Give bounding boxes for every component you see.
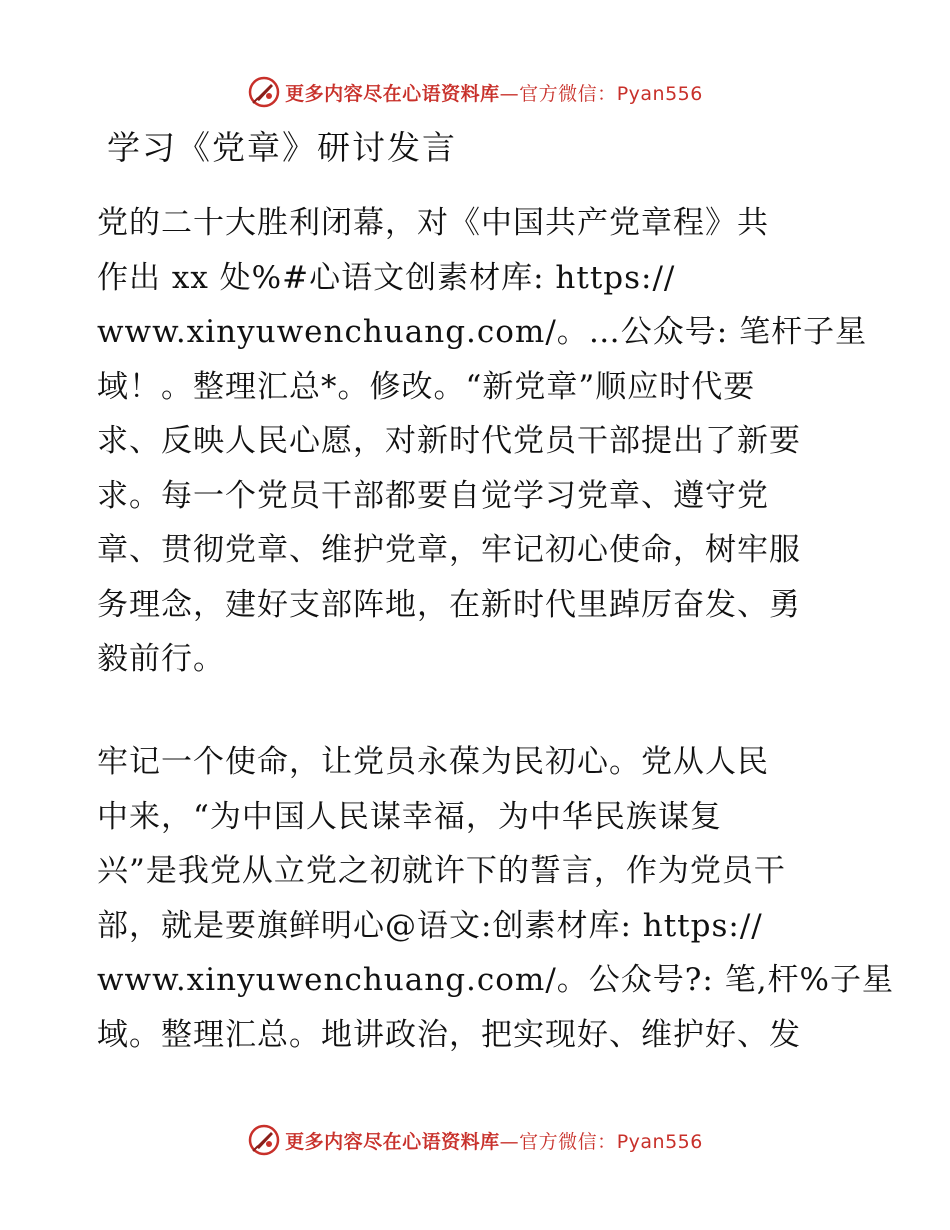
- footer-banner-main: 更多内容尽在心语资料库: [285, 1130, 500, 1153]
- paragraph-2: [97, 735, 894, 1062]
- footer-banner-wechat-id: Pyan556: [616, 1130, 703, 1153]
- footer-banner: [0, 1120, 950, 1160]
- quill-logo-icon: [247, 75, 281, 109]
- paragraph-1: [97, 196, 868, 687]
- paragraph-line: 章、贯彻党章、维护党章，牢记初心使命，树牢服: [97, 532, 801, 568]
- footer-banner-dash: —: [499, 1130, 520, 1153]
- document-title: 学习《党章》研讨发言: [107, 128, 457, 167]
- paragraph-line: 兴”是我党从立党之初就许下的誓言，作为党员干: [97, 853, 786, 889]
- paragraph-line: www.xinyuwenchuang.com/。…公众号: 笔杆子星: [97, 314, 868, 350]
- header-banner-wechat-id: Pyan556: [616, 82, 703, 105]
- paragraph-line: 部，就是要旗鲜明心@语文:创素材库: https://: [97, 907, 763, 944]
- paragraph-line: 作出 xx 处%#心语文创素材库: https://: [97, 259, 676, 296]
- footer-banner-wechat-label: 官方微信：: [519, 1130, 617, 1153]
- paragraph-line: www.xinyuwenchuang.com/。公众号?: 笔,杆%子星: [97, 962, 894, 998]
- footer-banner-text: [285, 1127, 703, 1154]
- header-banner-wechat-label: 官方微信：: [519, 82, 617, 105]
- paragraph-line: 务理念，建好支部阵地，在新时代里踔厉奋发、勇: [97, 586, 801, 623]
- header-banner-text: [285, 79, 703, 106]
- paragraph-line: 域！。整理汇总*。修改。“新党章”顺应时代要: [97, 368, 756, 405]
- paragraph-line: 域。整理汇总。地讲政治，把实现好、维护好、发: [97, 1016, 801, 1053]
- paragraph-line: 牢记一个使命，让党员永葆为民初心。党从人民: [97, 744, 769, 780]
- paragraph-line: 党的二十大胜利闭幕，对《中国共产党章程》共: [97, 205, 769, 241]
- paragraph-line: 中来，“为中国人民谋幸福，为中华民族谋复: [97, 798, 722, 835]
- paragraph-line: 求。每一个党员干部都要自觉学习党章、遵守党: [97, 477, 769, 514]
- paragraph-line: 求、反映人民心愿，对新时代党员干部提出了新要: [97, 423, 801, 459]
- header-banner-dash: —: [499, 82, 520, 105]
- header-banner: [0, 72, 950, 112]
- quill-logo-icon: [247, 1123, 281, 1157]
- paragraph-line: 毅前行。: [97, 641, 225, 677]
- header-banner-main: 更多内容尽在心语资料库: [285, 82, 500, 105]
